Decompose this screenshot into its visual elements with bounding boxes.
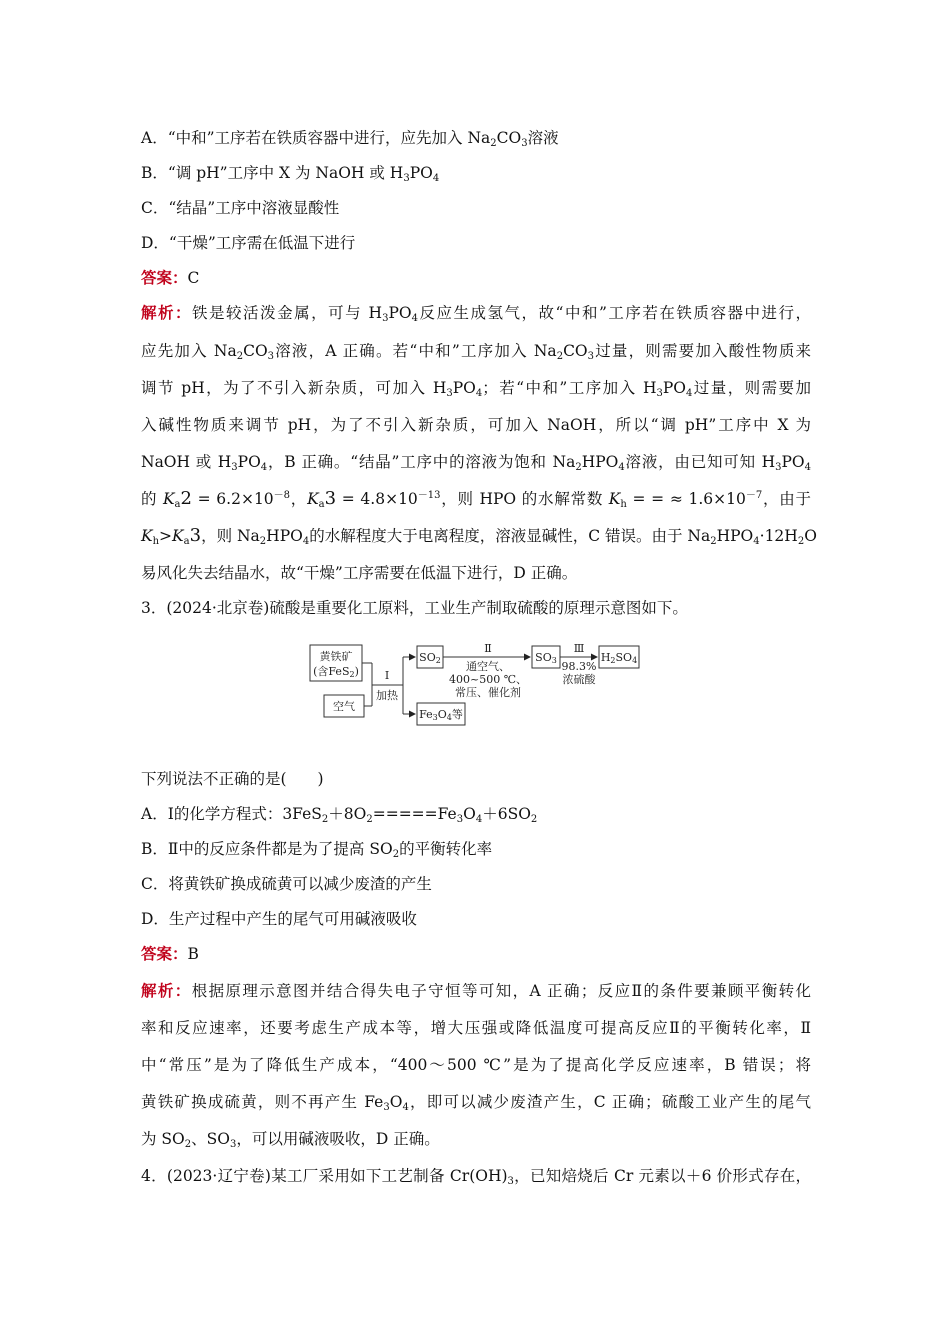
pyrite-label: 黄铁矿 (319, 650, 353, 663)
analysis-label: 解析： (141, 981, 192, 1000)
step3-condition-1: 98.3% (561, 660, 597, 673)
q2-answer (141, 267, 811, 289)
q2-analysis-line: 入碱性物质来调节 pH，为了不引入新杂质，可加入 NaOH，所以“调 pH”工序中 X 为 (141, 416, 811, 434)
q3-analysis-line: 率和反应速率，还要考虑生产成本等，增大压强或降低温度可提高反应Ⅱ的平衡转化率，Ⅱ (141, 1019, 811, 1037)
q3-option-b: B．Ⅱ中的反应条件都是为了提高 $SO_2$的平衡转化率 (141, 840, 493, 860)
q2-analysis-line: 应先加入 $Na_2CO_3$溶液，A 正确。若“中和”工序加入 $Na_2CO_3$过量，则需要加入酸性物质来 (141, 342, 812, 362)
q3-analysis-line: 解析：根据原理示意图并结合得失电子守恒等可知，A 正确；反应Ⅱ的条件要兼顾平衡转化 (141, 981, 811, 1000)
answer-value: C (187, 269, 200, 287)
q2-analysis-line: 的 $K_a2 = 6.2\times 10^{-8}$，$K_a3 = 4.8\times 10^{-13}$，则 HPO 的水解常数 $K_h$ = = ≈ $1.6\times 10^{-7}$，由于 (141, 488, 811, 510)
step2-condition-3: 常压、催化剂 (455, 686, 521, 699)
answer-label: 答案： (141, 268, 188, 287)
answer-label: 答案： (141, 944, 188, 963)
q2-option-a: A．“中和”工序若在铁质容器中进行，应先加入 $Na_2CO_3$溶液 (141, 129, 559, 149)
step3-condition-2: 浓硫酸 (562, 673, 596, 686)
step1-condition: 加热 (376, 689, 398, 702)
q3-option-c: C．将黄铁矿换成硫黄可以减少废渣的产生 (141, 875, 432, 893)
q3-question: 下列说法不正确的是( ) (141, 770, 324, 788)
so2-label: SO2 (419, 651, 441, 665)
q3-option-a: A．Ⅰ的化学方程式：$3FeS_2+8O_2=====Fe_3O_4+6SO_2$ (141, 805, 538, 825)
q2-analysis-line: NaOH 或 $H_3PO_4$，B 正确。“结晶”工序中的溶液为饱和 $Na_2HPO_4$溶液，由已知可知 $H_3PO_4$ (141, 453, 811, 473)
sulfuric-acid-process-diagram (300, 635, 645, 730)
q4-stem: 4．(2023·辽宁卷)某工厂采用如下工艺制备 $Cr(OH)_3$，已知焙烧后 Cr 元素以＋6 价形式存在， (141, 1167, 811, 1187)
answer-value: B (187, 945, 199, 963)
air-label: 空气 (333, 700, 355, 713)
fe3o4-label: Fe3O4等 (419, 708, 463, 722)
q2-option-d: D．“干燥”工序需在低温下进行 (141, 234, 356, 252)
step2-number: Ⅱ (484, 642, 492, 655)
h2so4-label: H2SO4 (600, 651, 638, 665)
q2-analysis-line: 调节 pH，为了不引入新杂质，可加入 $H_3PO_4$；若“中和”工序加入 $H_3PO_4$过量，则需要加 (141, 379, 811, 399)
step1-number: Ⅰ (384, 669, 390, 682)
step2-condition-1: 通空气、 (466, 660, 510, 673)
q3-analysis-line: 黄铁矿换成硫黄，则不再产生 $Fe_3O_4$，即可以减少废渣产生，C 正确；硫酸工业产生的尾气 (141, 1093, 811, 1113)
q2-option-b: B．“调 pH”工序中 X 为 NaOH 或 $H_3PO_4$ (141, 164, 440, 184)
q3-stem: 3．(2024·北京卷)硫酸是重要化工原料，工业生产制取硫酸的原理示意图如下。 (141, 599, 688, 617)
q3-analysis-line: 为 $SO_2$、$SO_3$，可以用碱液吸收，D 正确。 (141, 1130, 440, 1150)
q3-answer (141, 943, 811, 965)
so3-label: SO3 (535, 651, 557, 665)
q3-analysis-line: 中“常压”是为了降低生产成本，“400～500 ℃”是为了提高化学反应速率，B 错误；将 (141, 1056, 811, 1074)
q3-option-d: D．生产过程中产生的尾气可用碱液吸收 (141, 910, 417, 928)
step2-condition-2: 400~500 ℃、 (448, 673, 528, 686)
q2-analysis-line: 易风化失去结晶水，故“干燥”工序需要在低温下进行，D 正确。 (141, 564, 578, 582)
step3-number: Ⅲ (573, 642, 585, 655)
q2-analysis-line: $K_h>K_a3$，则 $Na_2HPO_4$的水解程度大于电离程度，溶液显碱性，C 错误。由于 $Na_2HPO_4\cdot 12H_2O$ (141, 525, 817, 547)
analysis-label: 解析： (141, 303, 193, 322)
q2-analysis-line: 解析：铁是较活泼金属，可与 $H_3PO_4$反应生成氢气，故“中和”工序若在铁质容器中进行， (141, 303, 811, 324)
pyrite-sub-label: (含FeS2) (313, 665, 359, 679)
q2-option-c: C．“结晶”工序中溶液显酸性 (141, 199, 340, 217)
